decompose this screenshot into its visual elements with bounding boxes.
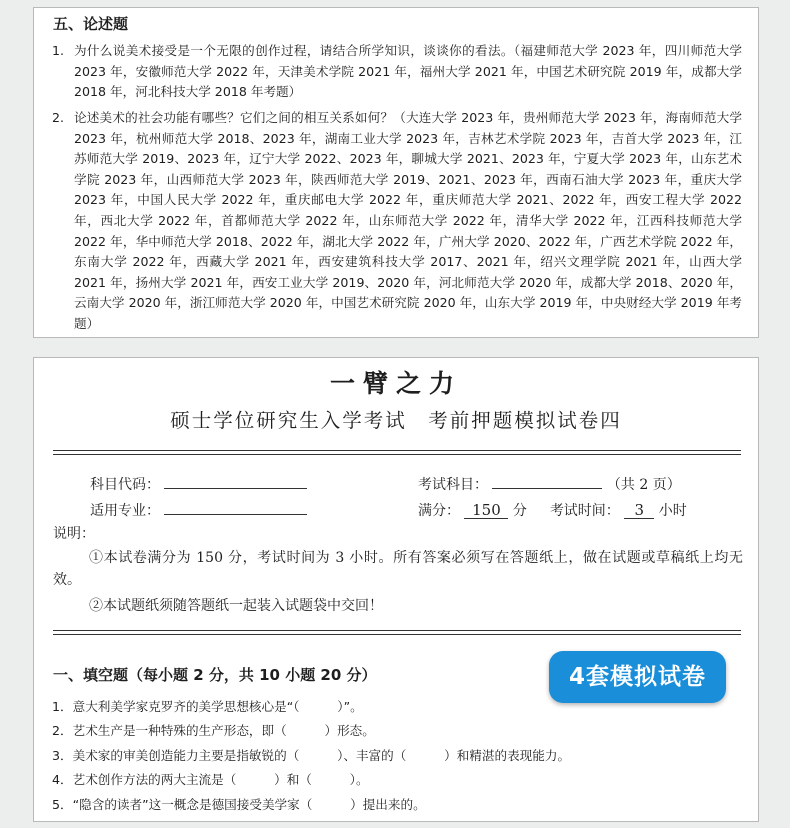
question-text: 为什么说美术接受是一个无限的创作过程，请结合所学知识，谈谈你的看法。（福建师范大学 2023 年，四川师范大学 2023 年，安徽师范大学 2022 年，天津美术学院 2021 年，福州大学 2021 年，中国艺术研究院 2019 年，成都大学 2018 年，河北科技大学 2018 年考题） bbox=[74, 43, 742, 100]
subject-code-blank bbox=[164, 474, 307, 489]
question-number: 2. bbox=[52, 110, 65, 125]
subject-code-row bbox=[90, 474, 307, 494]
major-row bbox=[90, 500, 307, 520]
score-value: 150 bbox=[464, 502, 508, 519]
essay-question-2 bbox=[52, 108, 742, 335]
essay-section-panel bbox=[33, 7, 759, 338]
essay-question-1 bbox=[52, 41, 742, 103]
mock-papers-badge: 4套模拟试卷 bbox=[549, 651, 726, 703]
score-label: 满分： bbox=[418, 503, 460, 519]
notes-divider-bottom bbox=[53, 634, 741, 635]
brand-logo-text: 一臂之力 bbox=[329, 369, 462, 398]
score-unit: 分 bbox=[512, 503, 527, 519]
time-unit: 小时 bbox=[658, 503, 687, 519]
note-item-2: ②本试题纸须随答题纸一起装入试题袋中交回！ bbox=[89, 598, 383, 614]
header-divider-bottom bbox=[53, 454, 741, 455]
fill-question-4: 4．艺术创作方法的两大主流是（ ）和（ ）。 bbox=[52, 772, 369, 787]
exam-title: 硕士学位研究生入学考试 考前押题模拟试卷四 bbox=[170, 409, 622, 432]
subject-label: 考试科目： bbox=[418, 477, 488, 493]
score-time-row bbox=[418, 500, 687, 520]
time-label: 考试时间： bbox=[549, 503, 620, 519]
exam-paper-panel bbox=[33, 357, 759, 822]
page-count: （共 2 页） bbox=[606, 477, 681, 493]
fill-question-5: 5．“隐含的读者”这一概念是德国接受美学家（ ）提出来的。 bbox=[52, 797, 426, 812]
question-number: 1. bbox=[52, 43, 65, 58]
notes-divider-top bbox=[53, 630, 741, 631]
header-divider-top bbox=[53, 450, 741, 451]
essay-section-title: 五、论述题 bbox=[53, 15, 129, 33]
fill-question-1: 1．意大利美学家克罗齐的美学思想核心是“（ ）”。 bbox=[52, 699, 363, 714]
subject-row bbox=[418, 474, 681, 494]
fill-question-3: 3．美术家的审美创造能力主要是指敏锐的（ ）、丰富的（ ）和精湛的表现能力。 bbox=[52, 748, 571, 763]
question-text: 论述美术的社会功能有哪些？它们之间的相互关系如何？（大连大学 2023 年，贵州师范大学 2023 年，海南师范大学 2023 年，杭州师范大学 2018、2023 年，湖南工业大学 2023 年，吉林艺术学院 2023 年，吉首大学 2023 年，江苏师范大学 2019、2023 年，辽宁大学 2022、2023 年，聊城大学 2021、2023 年，宁夏大学 2023 年，山东艺术学院 2023 年，山西师范大学 2023 年，陕西师范大学 2019、2021、2023 年，西南石油大学 2023 年，重庆大学 2023 年，中国人民大学 2022 年，重庆邮电大学 2022 年，重庆师范大学 2021、2022 年，西安工程大学 2022 年，西北大学 2022 年，首都师范大学 2022 年，山东师范大学 2022 年，清华大学 2022 年，江西科技师范大学 2022 年，华中师范大学 2018、2022 年，湖北大学 2022 年，广州大学 2020、2022 年，广西艺术学院 2022 年，东南大学 2022 年，西藏大学 2021 年，西安建筑科技大学 2017、2021 年，绍兴文理学院 2021 年，山西大学 2021 年，扬州大学 2021 年，西安工业大学 2019、2020 年，河北师范大学 2020 年，成都大学 2018、2020 年，云南大学 2020 年，浙江师范大学 2020 年，中国艺术研究院 2020 年，山东大学 2019 年，中央财经大学 2019 年考题） bbox=[74, 110, 742, 331]
subject-blank bbox=[492, 474, 602, 489]
subject-code-label: 科目代码： bbox=[90, 477, 160, 493]
note-item-1: ①本试卷满分为 150 分，考试时间为 3 小时。所有答案必须写在答题纸上，做在试题或草稿纸上均无效。 bbox=[53, 550, 743, 588]
major-blank bbox=[164, 500, 307, 515]
notes-label: 说明： bbox=[53, 526, 95, 542]
fill-question-2: 2．艺术生产是一种特殊的生产形态，即（ ）形态。 bbox=[52, 723, 375, 738]
major-label: 适用专业： bbox=[90, 503, 160, 519]
time-value: 3 bbox=[624, 502, 654, 519]
fill-section-title: 一、填空题（每小题 2 分，共 10 小题 20 分） bbox=[53, 666, 377, 684]
